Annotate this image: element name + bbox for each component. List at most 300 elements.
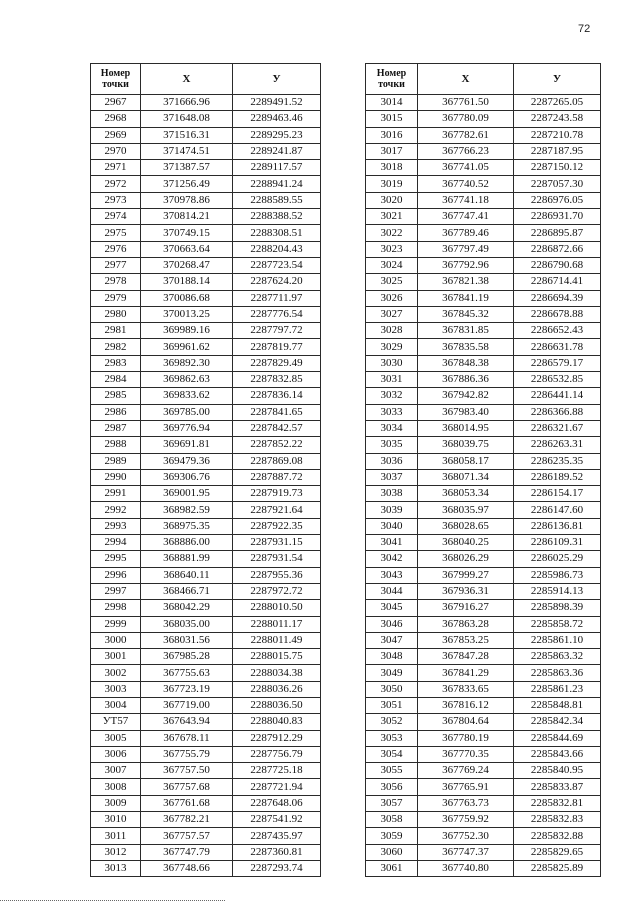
- cell-x: 368982.59: [141, 502, 233, 518]
- cell-x: 367782.21: [141, 812, 233, 828]
- cell-x: 368014.95: [418, 420, 514, 436]
- cell-point-number: 2981: [91, 323, 141, 339]
- cell-y: 2286109.31: [514, 535, 601, 551]
- cell-x: 371666.96: [141, 95, 233, 111]
- cell-x: 371516.31: [141, 127, 233, 143]
- cell-y: 2287921.64: [233, 502, 321, 518]
- cell-x: 367845.32: [418, 306, 514, 322]
- table-row: [366, 681, 601, 697]
- table-row: [366, 274, 601, 290]
- cell-y: 2287711.97: [233, 290, 321, 306]
- cell-y: 2286976.05: [514, 192, 601, 208]
- cell-y: 2286136.81: [514, 518, 601, 534]
- cell-point-number: 3020: [366, 192, 418, 208]
- cell-point-number: 3051: [366, 697, 418, 713]
- header-y: У: [233, 64, 321, 95]
- cell-point-number: 3008: [91, 779, 141, 795]
- table-row: [366, 143, 601, 159]
- cell-y: 2289491.52: [233, 95, 321, 111]
- cell-y: 2285832.83: [514, 812, 601, 828]
- cell-point-number: 3043: [366, 567, 418, 583]
- cell-y: 2287756.79: [233, 746, 321, 762]
- cell-point-number: 3023: [366, 241, 418, 257]
- table-row: [366, 551, 601, 567]
- table-row: [91, 339, 321, 355]
- cell-point-number: 2969: [91, 127, 141, 143]
- cell-x: 368042.29: [141, 600, 233, 616]
- cell-y: 2287057.30: [514, 176, 601, 192]
- table-row: [91, 730, 321, 746]
- cell-point-number: 3030: [366, 355, 418, 371]
- cell-x: 367936.31: [418, 583, 514, 599]
- table-row: [366, 812, 601, 828]
- cell-x: 367792.96: [418, 257, 514, 273]
- table-row: [91, 323, 321, 339]
- cell-x: 368035.97: [418, 502, 514, 518]
- cell-x: 367741.18: [418, 192, 514, 208]
- table-row: [366, 502, 601, 518]
- cell-x: 367863.28: [418, 616, 514, 632]
- cell-x: 369989.16: [141, 323, 233, 339]
- table-row: [91, 225, 321, 241]
- cell-y: 2286147.60: [514, 502, 601, 518]
- cell-y: 2285832.88: [514, 828, 601, 844]
- cell-x: 367780.19: [418, 730, 514, 746]
- cell-point-number: 2998: [91, 600, 141, 616]
- footer-rule: [0, 900, 225, 901]
- cell-point-number: 3029: [366, 339, 418, 355]
- cell-x: 367848.38: [418, 355, 514, 371]
- table-row: [366, 567, 601, 583]
- table-row: [91, 665, 321, 681]
- table-row: [366, 665, 601, 681]
- cell-y: 2289463.46: [233, 111, 321, 127]
- cell-x: 367853.25: [418, 632, 514, 648]
- cell-y: 2286652.43: [514, 323, 601, 339]
- table-row: [366, 111, 601, 127]
- cell-x: 368053.34: [418, 486, 514, 502]
- cell-y: 2288308.51: [233, 225, 321, 241]
- cell-point-number: 2991: [91, 486, 141, 502]
- cell-point-number: 3001: [91, 649, 141, 665]
- cell-x: 368026.29: [418, 551, 514, 567]
- cell-x: 367719.00: [141, 697, 233, 713]
- cell-x: 367643.94: [141, 714, 233, 730]
- cell-point-number: 2980: [91, 306, 141, 322]
- cell-y: 2285863.32: [514, 649, 601, 665]
- cell-x: 367769.24: [418, 763, 514, 779]
- table-row: [366, 306, 601, 322]
- cell-y: 2287243.58: [514, 111, 601, 127]
- cell-y: 2287293.74: [233, 860, 321, 876]
- table-row: [91, 274, 321, 290]
- table-row: [366, 697, 601, 713]
- cell-point-number: 3044: [366, 583, 418, 599]
- cell-y: 2286366.88: [514, 404, 601, 420]
- cell-y: 2287832.85: [233, 372, 321, 388]
- cell-x: 367678.11: [141, 730, 233, 746]
- table-row: [91, 404, 321, 420]
- cell-x: 368039.75: [418, 437, 514, 453]
- cell-x: 367723.19: [141, 681, 233, 697]
- cell-point-number: 3061: [366, 860, 418, 876]
- cell-point-number: 2972: [91, 176, 141, 192]
- table-row: [91, 714, 321, 730]
- cell-x: 367755.63: [141, 665, 233, 681]
- table-row: [91, 502, 321, 518]
- cell-x: 367942.82: [418, 388, 514, 404]
- cell-y: 2288036.50: [233, 697, 321, 713]
- cell-x: 367755.79: [141, 746, 233, 762]
- table-row: [366, 632, 601, 648]
- table-row: [91, 649, 321, 665]
- cell-y: 2288036.26: [233, 681, 321, 697]
- cell-point-number: 2997: [91, 583, 141, 599]
- cell-x: 367789.46: [418, 225, 514, 241]
- cell-point-number: 3060: [366, 844, 418, 860]
- cell-x: 369833.62: [141, 388, 233, 404]
- table-row: [366, 241, 601, 257]
- cell-x: 369479.36: [141, 453, 233, 469]
- cell-x: 369961.62: [141, 339, 233, 355]
- header-x: X: [418, 64, 514, 95]
- table-row: [91, 176, 321, 192]
- cell-x: 370978.86: [141, 192, 233, 208]
- table-row: [91, 453, 321, 469]
- cell-x: 367747.79: [141, 844, 233, 860]
- cell-y: 2285840.95: [514, 763, 601, 779]
- table-row: [366, 714, 601, 730]
- cell-point-number: 3012: [91, 844, 141, 860]
- table-row: [91, 860, 321, 876]
- table-row: [366, 290, 601, 306]
- table-row: [91, 697, 321, 713]
- cell-point-number: 3014: [366, 95, 418, 111]
- cell-y: 2287776.54: [233, 306, 321, 322]
- cell-x: 369306.76: [141, 469, 233, 485]
- cell-y: 2288204.43: [233, 241, 321, 257]
- table-row: [91, 551, 321, 567]
- table-row: [91, 160, 321, 176]
- table-row: [366, 372, 601, 388]
- table-row: [91, 143, 321, 159]
- cell-y: 2286532.85: [514, 372, 601, 388]
- cell-x: 367797.49: [418, 241, 514, 257]
- header-y: У: [514, 64, 601, 95]
- cell-x: 367757.50: [141, 763, 233, 779]
- cell-x: 367770.35: [418, 746, 514, 762]
- table-row: [366, 192, 601, 208]
- cell-y: 2287150.12: [514, 160, 601, 176]
- cell-y: 2287852.22: [233, 437, 321, 453]
- cell-point-number: 2970: [91, 143, 141, 159]
- cell-y: 2287721.94: [233, 779, 321, 795]
- cell-y: 2288589.55: [233, 192, 321, 208]
- cell-x: 367757.68: [141, 779, 233, 795]
- cell-y: 2287829.49: [233, 355, 321, 371]
- cell-x: 368035.00: [141, 616, 233, 632]
- cell-x: 368028.65: [418, 518, 514, 534]
- cell-y: 2287648.06: [233, 795, 321, 811]
- coordinates-table-right: [365, 63, 601, 877]
- cell-y: 2288941.24: [233, 176, 321, 192]
- cell-x: 370268.47: [141, 257, 233, 273]
- cell-y: 2285829.65: [514, 844, 601, 860]
- cell-y: 2285861.23: [514, 681, 601, 697]
- cell-x: 371648.08: [141, 111, 233, 127]
- table-row: [366, 763, 601, 779]
- cell-x: 368466.71: [141, 583, 233, 599]
- table-row: [366, 535, 601, 551]
- cell-point-number: 3025: [366, 274, 418, 290]
- header-point-number: [91, 64, 141, 95]
- table-row: [91, 241, 321, 257]
- cell-x: 369001.95: [141, 486, 233, 502]
- cell-point-number: 3054: [366, 746, 418, 762]
- cell-point-number: 2990: [91, 469, 141, 485]
- cell-x: 367821.38: [418, 274, 514, 290]
- cell-point-number: 3019: [366, 176, 418, 192]
- cell-point-number: 3059: [366, 828, 418, 844]
- cell-point-number: 3003: [91, 681, 141, 697]
- cell-point-number: 3046: [366, 616, 418, 632]
- cell-x: 369776.94: [141, 420, 233, 436]
- coordinates-table-left: [90, 63, 321, 877]
- cell-point-number: 2995: [91, 551, 141, 567]
- cell-point-number: 2979: [91, 290, 141, 306]
- cell-y: 2285848.81: [514, 697, 601, 713]
- cell-point-number: 3011: [91, 828, 141, 844]
- cell-y: 2286790.68: [514, 257, 601, 273]
- cell-x: 367763.73: [418, 795, 514, 811]
- page-number: 72: [578, 23, 591, 35]
- cell-y: 2285843.66: [514, 746, 601, 762]
- table-row: [366, 828, 601, 844]
- cell-point-number: 3002: [91, 665, 141, 681]
- cell-y: 2286189.52: [514, 469, 601, 485]
- cell-point-number: 3050: [366, 681, 418, 697]
- cell-x: 369691.81: [141, 437, 233, 453]
- cell-y: 2286321.67: [514, 420, 601, 436]
- cell-point-number: 3037: [366, 469, 418, 485]
- cell-y: 2287797.72: [233, 323, 321, 339]
- cell-point-number: 2986: [91, 404, 141, 420]
- cell-point-number: 3018: [366, 160, 418, 176]
- cell-y: 2285861.10: [514, 632, 601, 648]
- cell-point-number: 3005: [91, 730, 141, 746]
- table-row: [366, 209, 601, 225]
- cell-point-number: 3039: [366, 502, 418, 518]
- table-row: [91, 632, 321, 648]
- cell-y: 2287435.97: [233, 828, 321, 844]
- cell-point-number: 2971: [91, 160, 141, 176]
- table-row: [91, 600, 321, 616]
- cell-x: 367831.85: [418, 323, 514, 339]
- cell-x: 367816.12: [418, 697, 514, 713]
- cell-y: 2285986.73: [514, 567, 601, 583]
- cell-x: 367782.61: [418, 127, 514, 143]
- table-row: [91, 192, 321, 208]
- cell-y: 2286631.78: [514, 339, 601, 355]
- cell-y: 2287931.15: [233, 535, 321, 551]
- cell-point-number: 3045: [366, 600, 418, 616]
- cell-y: 2286872.66: [514, 241, 601, 257]
- cell-point-number: 3026: [366, 290, 418, 306]
- cell-point-number: 2974: [91, 209, 141, 225]
- cell-x: 367765.91: [418, 779, 514, 795]
- cell-x: 367740.52: [418, 176, 514, 192]
- cell-x: 370814.21: [141, 209, 233, 225]
- cell-point-number: 2996: [91, 567, 141, 583]
- cell-y: 2287265.05: [514, 95, 601, 111]
- table-row: [366, 176, 601, 192]
- table-row: [366, 127, 601, 143]
- cell-point-number: 3016: [366, 127, 418, 143]
- cell-y: 2289241.87: [233, 143, 321, 159]
- cell-point-number: 3024: [366, 257, 418, 273]
- cell-y: 2285842.34: [514, 714, 601, 730]
- table-row: [91, 795, 321, 811]
- table-row: [366, 486, 601, 502]
- cell-x: 367886.36: [418, 372, 514, 388]
- table-row: [366, 518, 601, 534]
- cell-x: 367999.27: [418, 567, 514, 583]
- cell-y: 2288388.52: [233, 209, 321, 225]
- cell-point-number: 3056: [366, 779, 418, 795]
- table-row: [366, 616, 601, 632]
- cell-point-number: 2985: [91, 388, 141, 404]
- cell-point-number: 3013: [91, 860, 141, 876]
- cell-y: 2285898.39: [514, 600, 601, 616]
- cell-point-number: 3007: [91, 763, 141, 779]
- cell-y: 2286025.29: [514, 551, 601, 567]
- cell-x: 367804.64: [418, 714, 514, 730]
- cell-point-number: 2989: [91, 453, 141, 469]
- cell-y: 2285832.81: [514, 795, 601, 811]
- table-row: [366, 844, 601, 860]
- cell-y: 2287841.65: [233, 404, 321, 420]
- cell-x: 367747.41: [418, 209, 514, 225]
- cell-point-number: 2987: [91, 420, 141, 436]
- cell-x: 368031.56: [141, 632, 233, 648]
- header-point-number: [366, 64, 418, 95]
- cell-x: 367766.23: [418, 143, 514, 159]
- table-row: [366, 583, 601, 599]
- cell-point-number: 2973: [91, 192, 141, 208]
- table-row: [366, 355, 601, 371]
- cell-point-number: 3055: [366, 763, 418, 779]
- cell-x: 368058.17: [418, 453, 514, 469]
- cell-point-number: 3027: [366, 306, 418, 322]
- table-row: [91, 420, 321, 436]
- cell-y: 2288015.75: [233, 649, 321, 665]
- cell-y: 2285833.87: [514, 779, 601, 795]
- header-point-number-line1: Номер: [100, 67, 131, 79]
- table-row: [366, 779, 601, 795]
- table-row: [91, 681, 321, 697]
- cell-y: 2287187.95: [514, 143, 601, 159]
- cell-y: 2286678.88: [514, 306, 601, 322]
- cell-point-number: 3042: [366, 551, 418, 567]
- table-row: [91, 257, 321, 273]
- cell-x: 371256.49: [141, 176, 233, 192]
- cell-x: 367833.65: [418, 681, 514, 697]
- cell-y: 2287360.81: [233, 844, 321, 860]
- table-row: [91, 95, 321, 111]
- cell-y: 2286579.17: [514, 355, 601, 371]
- table-row: [91, 763, 321, 779]
- cell-x: 367741.05: [418, 160, 514, 176]
- cell-y: 2286895.87: [514, 225, 601, 241]
- table-row: [366, 257, 601, 273]
- cell-y: 2287725.18: [233, 763, 321, 779]
- cell-point-number: 3033: [366, 404, 418, 420]
- cell-point-number: 3021: [366, 209, 418, 225]
- cell-y: 2287919.73: [233, 486, 321, 502]
- table-row: [366, 437, 601, 453]
- table-row: [366, 453, 601, 469]
- cell-point-number: 3032: [366, 388, 418, 404]
- cell-point-number: 3053: [366, 730, 418, 746]
- table-row: [91, 209, 321, 225]
- cell-x: 367835.58: [418, 339, 514, 355]
- table-row: [366, 649, 601, 665]
- cell-y: 2287922.35: [233, 518, 321, 534]
- cell-point-number: 3009: [91, 795, 141, 811]
- cell-y: 2286931.70: [514, 209, 601, 225]
- cell-y: 2287869.08: [233, 453, 321, 469]
- cell-point-number: 3004: [91, 697, 141, 713]
- cell-point-number: 3022: [366, 225, 418, 241]
- cell-x: 367757.57: [141, 828, 233, 844]
- cell-y: 2289117.57: [233, 160, 321, 176]
- cell-point-number: 2993: [91, 518, 141, 534]
- cell-y: 2288011.49: [233, 632, 321, 648]
- cell-x: 369862.63: [141, 372, 233, 388]
- table-row: [91, 518, 321, 534]
- cell-point-number: 2967: [91, 95, 141, 111]
- table-row: [91, 616, 321, 632]
- cell-x: 367740.80: [418, 860, 514, 876]
- cell-y: 2287836.14: [233, 388, 321, 404]
- cell-point-number: 3052: [366, 714, 418, 730]
- cell-y: 2288010.50: [233, 600, 321, 616]
- table-row: [91, 828, 321, 844]
- cell-x: 370013.25: [141, 306, 233, 322]
- cell-x: 368886.00: [141, 535, 233, 551]
- cell-point-number: 2977: [91, 257, 141, 273]
- table-row: [91, 812, 321, 828]
- cell-y: 2287541.92: [233, 812, 321, 828]
- cell-point-number: 3057: [366, 795, 418, 811]
- cell-x: 367761.68: [141, 795, 233, 811]
- table-row: [91, 355, 321, 371]
- table-row: [91, 535, 321, 551]
- cell-y: 2287210.78: [514, 127, 601, 143]
- table-row: [91, 437, 321, 453]
- table-row: [366, 225, 601, 241]
- table-row: [366, 404, 601, 420]
- cell-y: 2285914.13: [514, 583, 601, 599]
- cell-x: 367761.50: [418, 95, 514, 111]
- cell-y: 2285863.36: [514, 665, 601, 681]
- table-row: [91, 469, 321, 485]
- table-row: [366, 420, 601, 436]
- cell-y: 2287955.36: [233, 567, 321, 583]
- cell-x: 368881.99: [141, 551, 233, 567]
- cell-x: 368040.25: [418, 535, 514, 551]
- table-row: [366, 339, 601, 355]
